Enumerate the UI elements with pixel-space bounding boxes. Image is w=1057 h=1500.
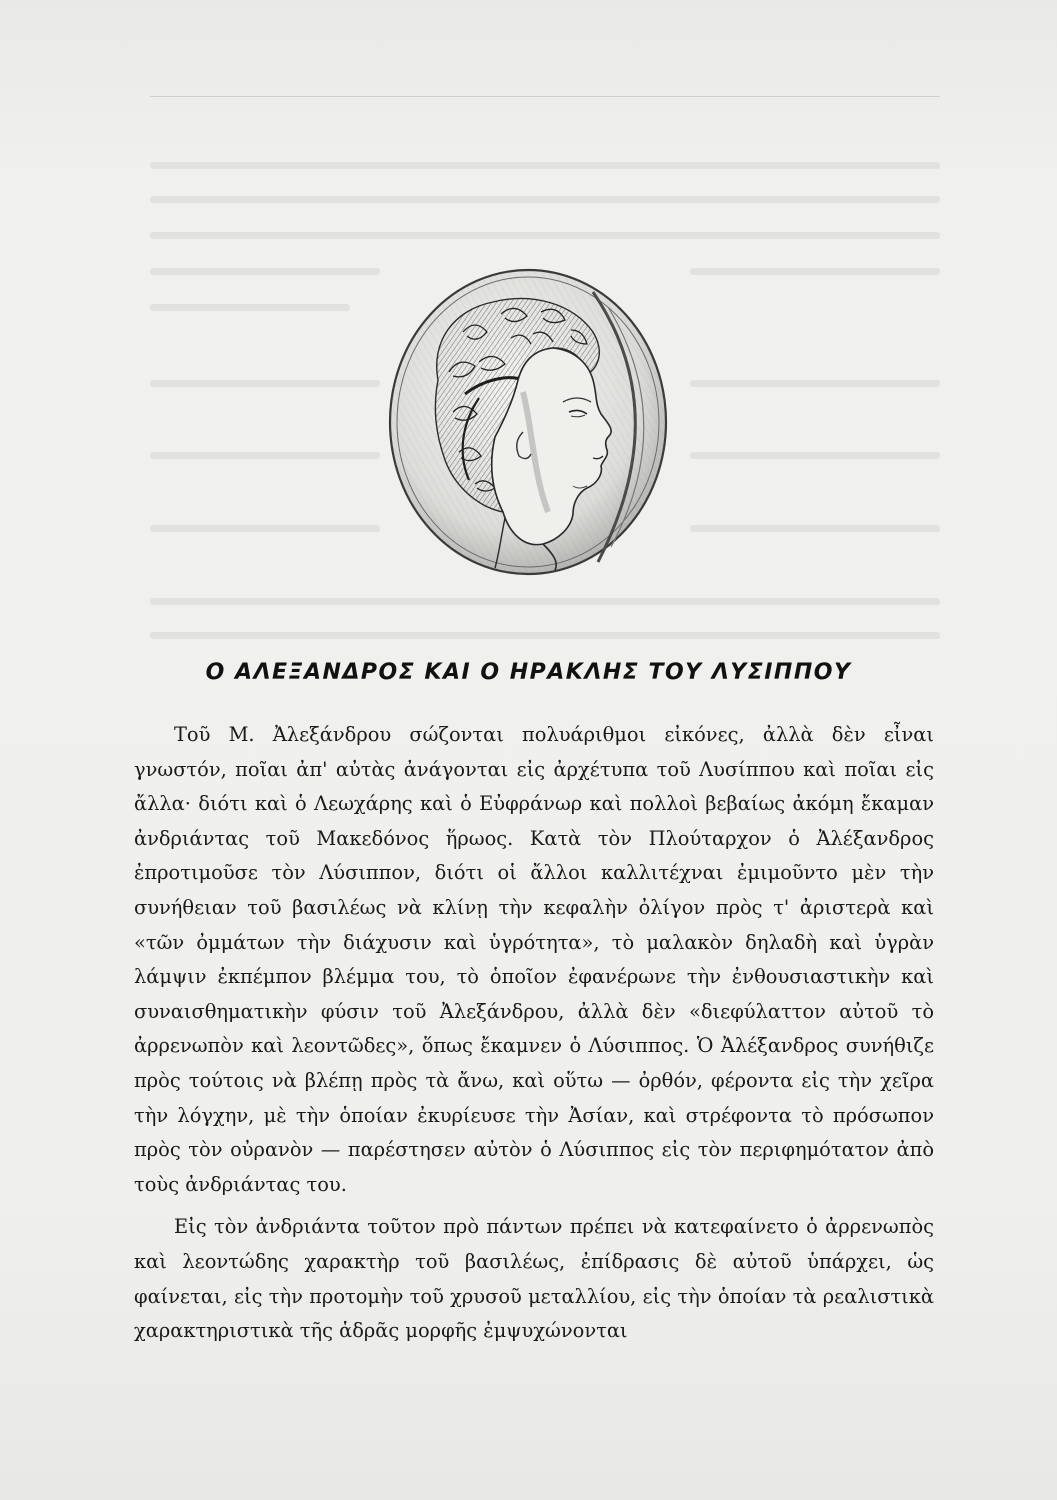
show-through-line xyxy=(150,196,940,203)
coin-illustration xyxy=(383,262,673,582)
show-through-line xyxy=(150,162,940,169)
show-through-line xyxy=(150,452,380,459)
show-through-line xyxy=(150,525,380,532)
show-through-line xyxy=(150,380,380,387)
show-through-line xyxy=(690,380,940,387)
show-through-line xyxy=(690,268,940,275)
paragraph: Τοῦ Μ. Ἀλεξάνδρου σώζονται πολυάριθμοι εἰκόνες, ἀλλὰ δὲν εἶναι γνωστόν, ποῖαι ἀπ' αὐτὰς ἀνάγονται εἰς ἀρχέτυπα τοῦ Λυσίππου καὶ ποῖαι εἰς ἄλλα· διότι καὶ ὁ Λεωχάρης καὶ ὁ Εὐφράνωρ καὶ πολλοὶ βεβαίως ἀκόμη ἔκαμαν ἀνδριάντας τοῦ Μακεδόνος ἥρωος. Κατὰ τὸν Πλούταρχον ὁ Ἀλέξανδρος ἐπροτιμοῦσε τὸν Λύσιππον, διότι οἱ ἄλλοι καλλιτέχναι ἐμιμοῦντο μὲν τὴν συνήθειαν τοῦ βασιλέως νὰ κλίνῃ τὴν κεφαλὴν ὀλίγον πρὸς τ' ἀριστερὰ καὶ «τῶν ὀμμάτων τὴν διάχυσιν καὶ ὑγρότητα», τὸ μαλακὸν δηλαδὴ καὶ ὑγρὰν λάμψιν ἐκπέμπον βλέμμα του, τὸ ὁποῖον ἐφανέρωνε τὴν ἐνθουσιαστικὴν καὶ συναισθηματικὴν φύσιν τοῦ Ἀλεξάνδρου, ἀλλὰ δὲν «διεφύλαττον αὐτοῦ τὸ ἀρρενωπὸν καὶ λεοντῶδες», ὅπως ἔκαμνεν ὁ Λύσιππος. Ὁ Ἀλέξανδρος συνήθιζε πρὸς τούτοις νὰ βλέπῃ πρὸς τὰ ἄνω, καὶ οὕτω — ὀρθόν, φέροντα εἰς τὴν χεῖρα τὴν λόγχην, μὲ τὴν ὁποίαν ἐκυρίευσε τὴν Ἀσίαν, καὶ στρέφοντα τὸ πρόσωπον πρὸς τὸν οὐρανὸν — παρέστησεν αὐτὸν ὁ Λύσιππος εἰς τὸν περιφημότατον ἀπὸ τοὺς ἀνδριάντας του. xyxy=(134,723,934,1196)
show-through-line xyxy=(690,452,940,459)
alexander-coin-portrait xyxy=(383,262,673,582)
page-heading: Ο ΑΛΕΞΑΝΔΡΟΣ ΚΑΙ Ο ΗΡΑΚΛΗΣ ΤΟΥ ΛΥΣΙΠΠΟΥ xyxy=(205,660,852,685)
show-through-line xyxy=(150,632,940,639)
show-through-line xyxy=(150,304,350,311)
article-body xyxy=(134,718,934,1357)
show-through-line xyxy=(690,525,940,532)
show-through-line xyxy=(150,232,940,239)
paragraph: Εἰς τὸν ἀνδριάντα τοῦτον πρὸ πάντων πρέπει νὰ κατεφαίνετο ὁ ἀρρενωπὸς καὶ λεοντώδης χαρακτὴρ τοῦ βασιλέως, ἐπίδρασις δὲ αὐτοῦ ὑπάρχει, ὡς φαίνεται, εἰς τὴν προτομὴν τοῦ χρυσοῦ μεταλλίου, εἰς τὴν ὁποίαν τὰ ρεαλιστικὰ χαρακτηριστικὰ τῆς ἁδρᾶς μορφῆς ἐμψυχώνονται xyxy=(134,1215,934,1343)
show-through-line xyxy=(150,268,380,275)
show-through-rule xyxy=(150,96,940,97)
show-through-line xyxy=(150,598,940,605)
